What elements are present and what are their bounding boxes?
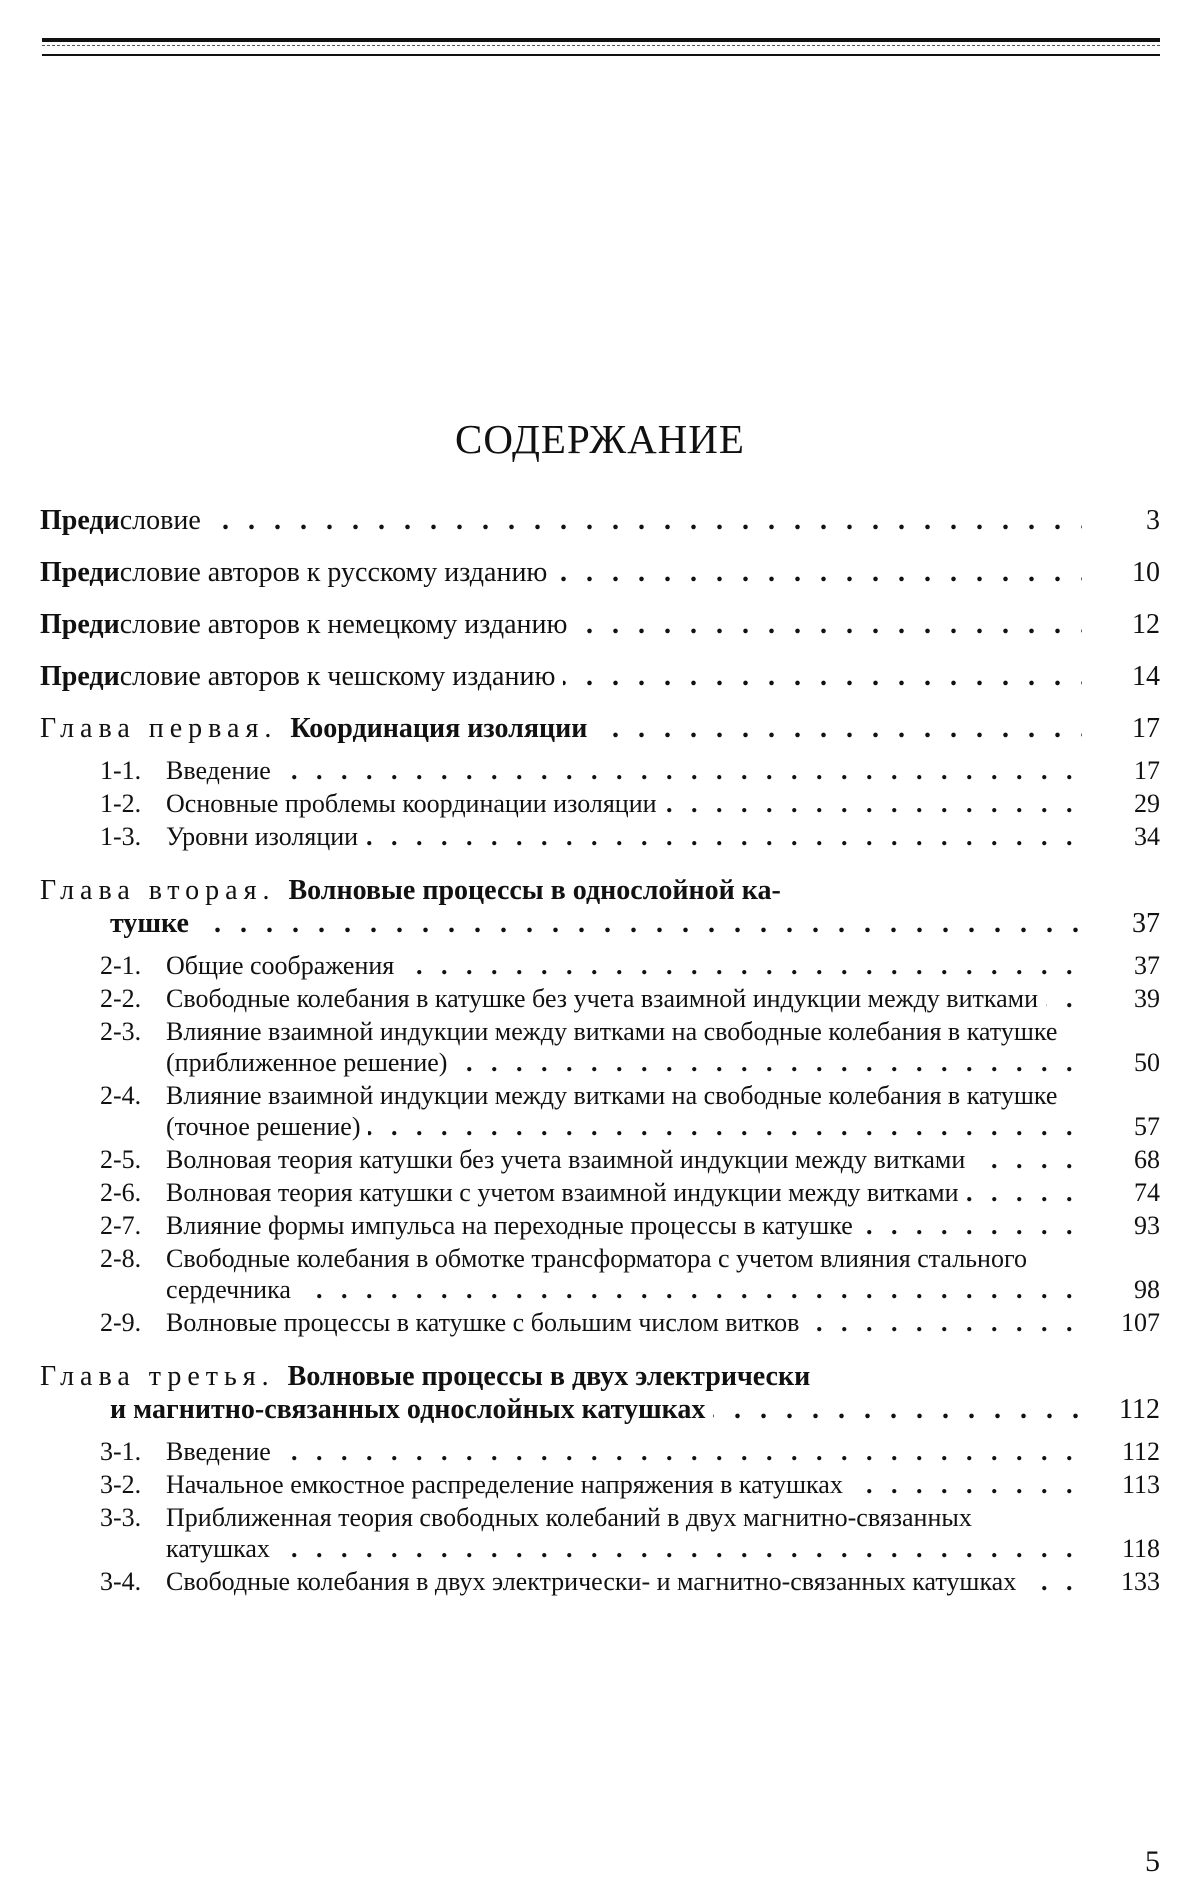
table-of-contents bbox=[40, 505, 1160, 1619]
section-title: Общие соображения bbox=[166, 951, 402, 980]
section-number: 2-6. bbox=[100, 1177, 166, 1208]
chapter-group bbox=[40, 713, 1160, 852]
section-title: Волновая теория катушки без учета взаимной индукции между витками bbox=[166, 1145, 973, 1174]
chapter-label: Глава третья. bbox=[40, 1361, 288, 1392]
entry-title-rest: словие авторов к русскому изданию bbox=[120, 557, 548, 588]
toc-entry-section[interactable] bbox=[100, 1210, 1160, 1241]
chapters-list bbox=[40, 713, 1160, 1597]
section-number: 2-8. bbox=[100, 1243, 166, 1305]
section-number: 2-4. bbox=[100, 1080, 166, 1142]
toc-entry-section[interactable] bbox=[100, 755, 1160, 786]
section-page: 98 bbox=[1082, 1274, 1160, 1305]
section-page: 50 bbox=[1082, 1047, 1160, 1078]
section-title: Влияние взаимной индукции между витками на свободные колебания в катушке (приближенное решение) bbox=[166, 1017, 1057, 1077]
entry-title-bold: Преди bbox=[40, 557, 120, 588]
chapter-heading[interactable] bbox=[40, 713, 1160, 745]
section-title: Волновая теория катушки с учетом взаимной индукции между витками bbox=[166, 1178, 967, 1207]
entry-text bbox=[40, 557, 1082, 589]
section-title: Свободные колебания в обмотке трансформатора с учетом влияния стального сердечника bbox=[166, 1244, 1027, 1304]
chapter-label: Глава первая. bbox=[40, 713, 290, 744]
toc-entry-preface[interactable] bbox=[40, 609, 1160, 641]
toc-entry-section[interactable] bbox=[100, 1469, 1160, 1500]
section-page: 133 bbox=[1082, 1566, 1160, 1597]
entry-title-rest: словие bbox=[120, 505, 201, 536]
section-title: Свободные колебания в двух электрически- и магнитно-связанных катушках bbox=[166, 1567, 1024, 1596]
section-number: 1-1. bbox=[100, 755, 166, 786]
toc-entry-section[interactable] bbox=[100, 788, 1160, 819]
chapter-title: Координация изоляции bbox=[290, 713, 587, 744]
entry-page: 14 bbox=[1082, 661, 1160, 693]
toc-entry-section[interactable] bbox=[100, 1243, 1160, 1305]
section-title: Основные проблемы координации изоляции bbox=[166, 789, 665, 818]
section-title: Введение bbox=[166, 756, 279, 785]
section-number: 2-7. bbox=[100, 1210, 166, 1241]
section-page: 107 bbox=[1082, 1307, 1160, 1338]
entry-title-rest: словие авторов к чешскому изданию bbox=[120, 661, 556, 692]
section-page: 112 bbox=[1082, 1436, 1160, 1467]
chapter-page: 112 bbox=[1082, 1394, 1160, 1426]
entry-title-bold: Преди bbox=[40, 661, 120, 692]
section-number: 3-4. bbox=[100, 1566, 166, 1597]
section-number: 2-2. bbox=[100, 983, 166, 1014]
section-page: 93 bbox=[1082, 1210, 1160, 1241]
section-number: 2-5. bbox=[100, 1144, 166, 1175]
toc-entry-preface[interactable] bbox=[40, 505, 1160, 537]
section-page: 74 bbox=[1082, 1177, 1160, 1208]
toc-entry-preface[interactable] bbox=[40, 661, 1160, 693]
entry-page: 12 bbox=[1082, 609, 1160, 641]
section-number: 3-2. bbox=[100, 1469, 166, 1500]
section-title: Введение bbox=[166, 1437, 279, 1466]
entry-title-bold: Преди bbox=[40, 505, 120, 536]
toc-entry-section[interactable] bbox=[100, 1177, 1160, 1208]
section-title: Волновые процессы в катушке с большим числом витков bbox=[166, 1308, 807, 1337]
chapter-page: 17 bbox=[1082, 713, 1160, 745]
chapter-title-continued: и магнитно-связанных однослойных катушках bbox=[110, 1394, 713, 1425]
toc-entry-section[interactable] bbox=[100, 1566, 1160, 1597]
entry-text bbox=[40, 609, 1082, 641]
chapter-label: Глава вторая. bbox=[40, 875, 288, 906]
top-rule bbox=[42, 38, 1160, 56]
chapter-heading[interactable] bbox=[40, 1360, 1160, 1426]
section-title: Влияние формы импульса на переходные процессы в катушке bbox=[166, 1211, 861, 1240]
section-title: Влияние взаимной индукции между витками на свободные колебания в катушке (точное решение) bbox=[166, 1081, 1057, 1141]
section-number: 2-9. bbox=[100, 1307, 166, 1338]
section-page: 113 bbox=[1082, 1469, 1160, 1500]
section-page: 118 bbox=[1082, 1533, 1160, 1564]
prefaces-list bbox=[40, 505, 1160, 693]
entry-text bbox=[40, 505, 1082, 537]
chapter-page: 37 bbox=[1082, 908, 1160, 940]
section-number: 2-3. bbox=[100, 1016, 166, 1078]
chapter-title-continued: тушке bbox=[110, 908, 197, 939]
page-title: СОДЕРЖАНИЕ bbox=[0, 415, 1200, 463]
entry-page: 10 bbox=[1082, 557, 1160, 589]
page-number: 5 bbox=[1145, 1845, 1160, 1879]
chapter-group bbox=[40, 874, 1160, 1338]
toc-entry-preface[interactable] bbox=[40, 557, 1160, 589]
entry-text bbox=[40, 661, 1082, 693]
chapter-group bbox=[40, 1360, 1160, 1597]
section-title: Начальное емкостное распределение напряжения в катушках bbox=[166, 1470, 851, 1499]
section-title: Уровни изоляции bbox=[166, 822, 366, 851]
toc-entry-section[interactable] bbox=[100, 1436, 1160, 1467]
entry-page: 3 bbox=[1082, 505, 1160, 537]
entry-title-rest: словие авторов к немецкому изданию bbox=[120, 609, 568, 640]
toc-entry-section[interactable] bbox=[100, 1307, 1160, 1338]
chapter-heading[interactable] bbox=[40, 874, 1160, 940]
section-title: Приближенная теория свободных колебаний в двух магнитно-связанных катушках bbox=[166, 1503, 972, 1563]
section-number: 2-1. bbox=[100, 950, 166, 981]
section-title: Свободные колебания в катушке без учета взаимной индукции между витками bbox=[166, 984, 1046, 1013]
entry-title-bold: Преди bbox=[40, 609, 120, 640]
section-page: 68 bbox=[1082, 1144, 1160, 1175]
section-page: 37 bbox=[1082, 950, 1160, 981]
toc-entry-section[interactable] bbox=[100, 1502, 1160, 1564]
section-number: 1-2. bbox=[100, 788, 166, 819]
section-number: 3-3. bbox=[100, 1502, 166, 1564]
toc-entry-section[interactable] bbox=[100, 821, 1160, 852]
toc-entry-section[interactable] bbox=[100, 1080, 1160, 1142]
section-number: 1-3. bbox=[100, 821, 166, 852]
section-page: 57 bbox=[1082, 1111, 1160, 1142]
toc-entry-section[interactable] bbox=[100, 983, 1160, 1014]
section-number: 3-1. bbox=[100, 1436, 166, 1467]
section-page: 34 bbox=[1082, 821, 1160, 852]
chapter-title: Волновые процессы в однослойной ка- bbox=[288, 875, 780, 906]
toc-entry-section[interactable] bbox=[100, 950, 1160, 981]
toc-entry-section[interactable] bbox=[100, 1016, 1160, 1078]
toc-entry-section[interactable] bbox=[100, 1144, 1160, 1175]
section-page: 29 bbox=[1082, 788, 1160, 819]
chapter-title: Волновые процессы в двух электрически bbox=[288, 1361, 811, 1392]
section-page: 39 bbox=[1082, 983, 1160, 1014]
section-page: 17 bbox=[1082, 755, 1160, 786]
